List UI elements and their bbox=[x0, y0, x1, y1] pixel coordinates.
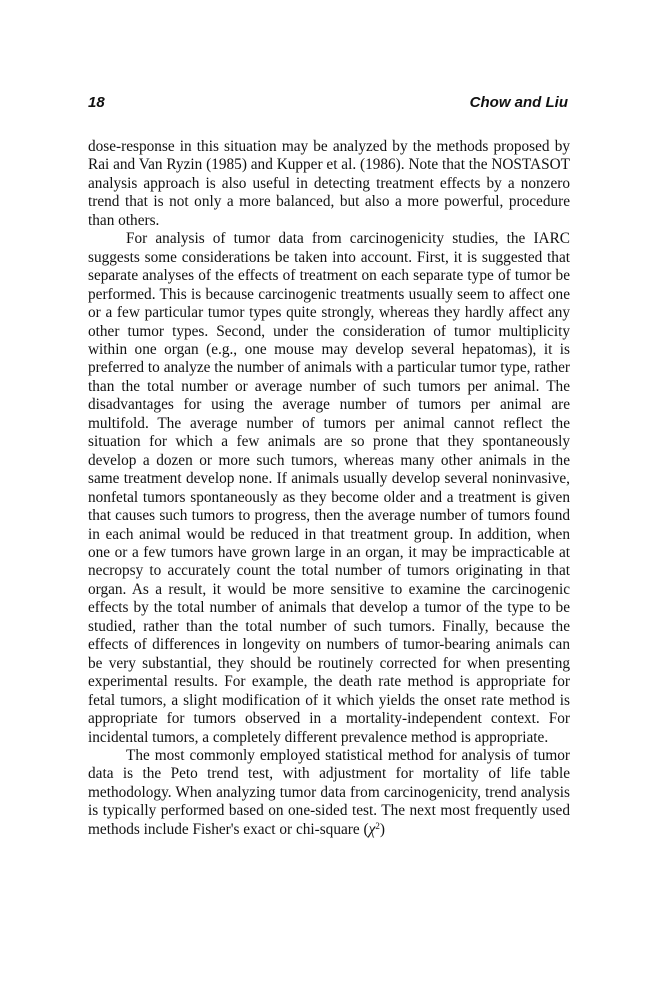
closing-paren: ) bbox=[379, 820, 385, 838]
running-head bbox=[88, 94, 568, 114]
paragraph-peto-text: The most commonly employed statistical method for analysis of tumor data is the Peto trend test, with adjustment for mortality of life table methodology. When analyzing tumor data from carcinogenicity, trend analysis is typically performed based on one-sided test. The next most frequently used methods include Fisher's exact or chi-square ( bbox=[88, 746, 570, 838]
paragraph-continuation: dose-response in this situation may be analyzed by the methods proposed by Rai and Van Ryzin (1985) and Kupper et al. (1986). Note that the NOSTASOT analysis approach is also useful in detecting treatment effects by a nonzero trend that is not only a more balanced, but also a more powerful, procedure than others. bbox=[88, 138, 570, 229]
body-text bbox=[88, 138, 570, 839]
chi-symbol: χ bbox=[368, 820, 376, 838]
page-number: 18 bbox=[88, 94, 105, 111]
paragraph-tumor-analysis: For analysis of tumor data from carcinogenicity studies, the IARC suggests some considerations be taken into account. First, it is suggested that separate analyses of the effects of treatment on each separate type of tumor be performed. This is because carcinogenic treatments usually seem to affect one or a few particular tumor types quite strongly, whereas they hardly affect any other tumor types. Second, under the consideration of tumor multiplicity within one organ (e.g., one mouse may develop several hepatomas), it is preferred to analyze the number of animals with a particular tumor type, rather than the total number or average number of such tumors per animal. The disadvantages for using the average number of tumors per animal are multifold. The average number of tumors per animal cannot reflect the situation for which a few animals are so prone that they spontaneously develop a dozen or more such tumors, whereas many other animals in the same treatment develop none. If animals usually develop several noninvasive, nonfetal tumors spontaneously as they become older and a treatment is given that causes such tumors to progress, then the average number of tumors found in each animal would be reduced in that treatment group. In addition, when one or a few tumors have grown large in an organ, it may be impracticable at necropsy to accurately count the total number of tumors originating in that organ. As a result, it would be more sensitive to examine the carcinogenic effects by the total number of animals that develop a tumor of the type to be studied, rather than the total number of such tumors. Finally, because the effects of differences in longevity on numbers of tumor-bearing animals can be very substantial, they should be routinely corrected for when presenting experimental results. For example, the death rate method is appropriate for fetal tumors, a slight modification of it which yields the onset rate method is appropriate for tumors observed in a mortality-independent context. For incidental tumors, a completely different prevalence method is appropriate. bbox=[88, 230, 570, 746]
paragraph-peto-trend-test bbox=[88, 747, 570, 839]
running-title: Chow and Liu bbox=[469, 94, 568, 111]
superscript-two: 2 bbox=[375, 820, 380, 831]
